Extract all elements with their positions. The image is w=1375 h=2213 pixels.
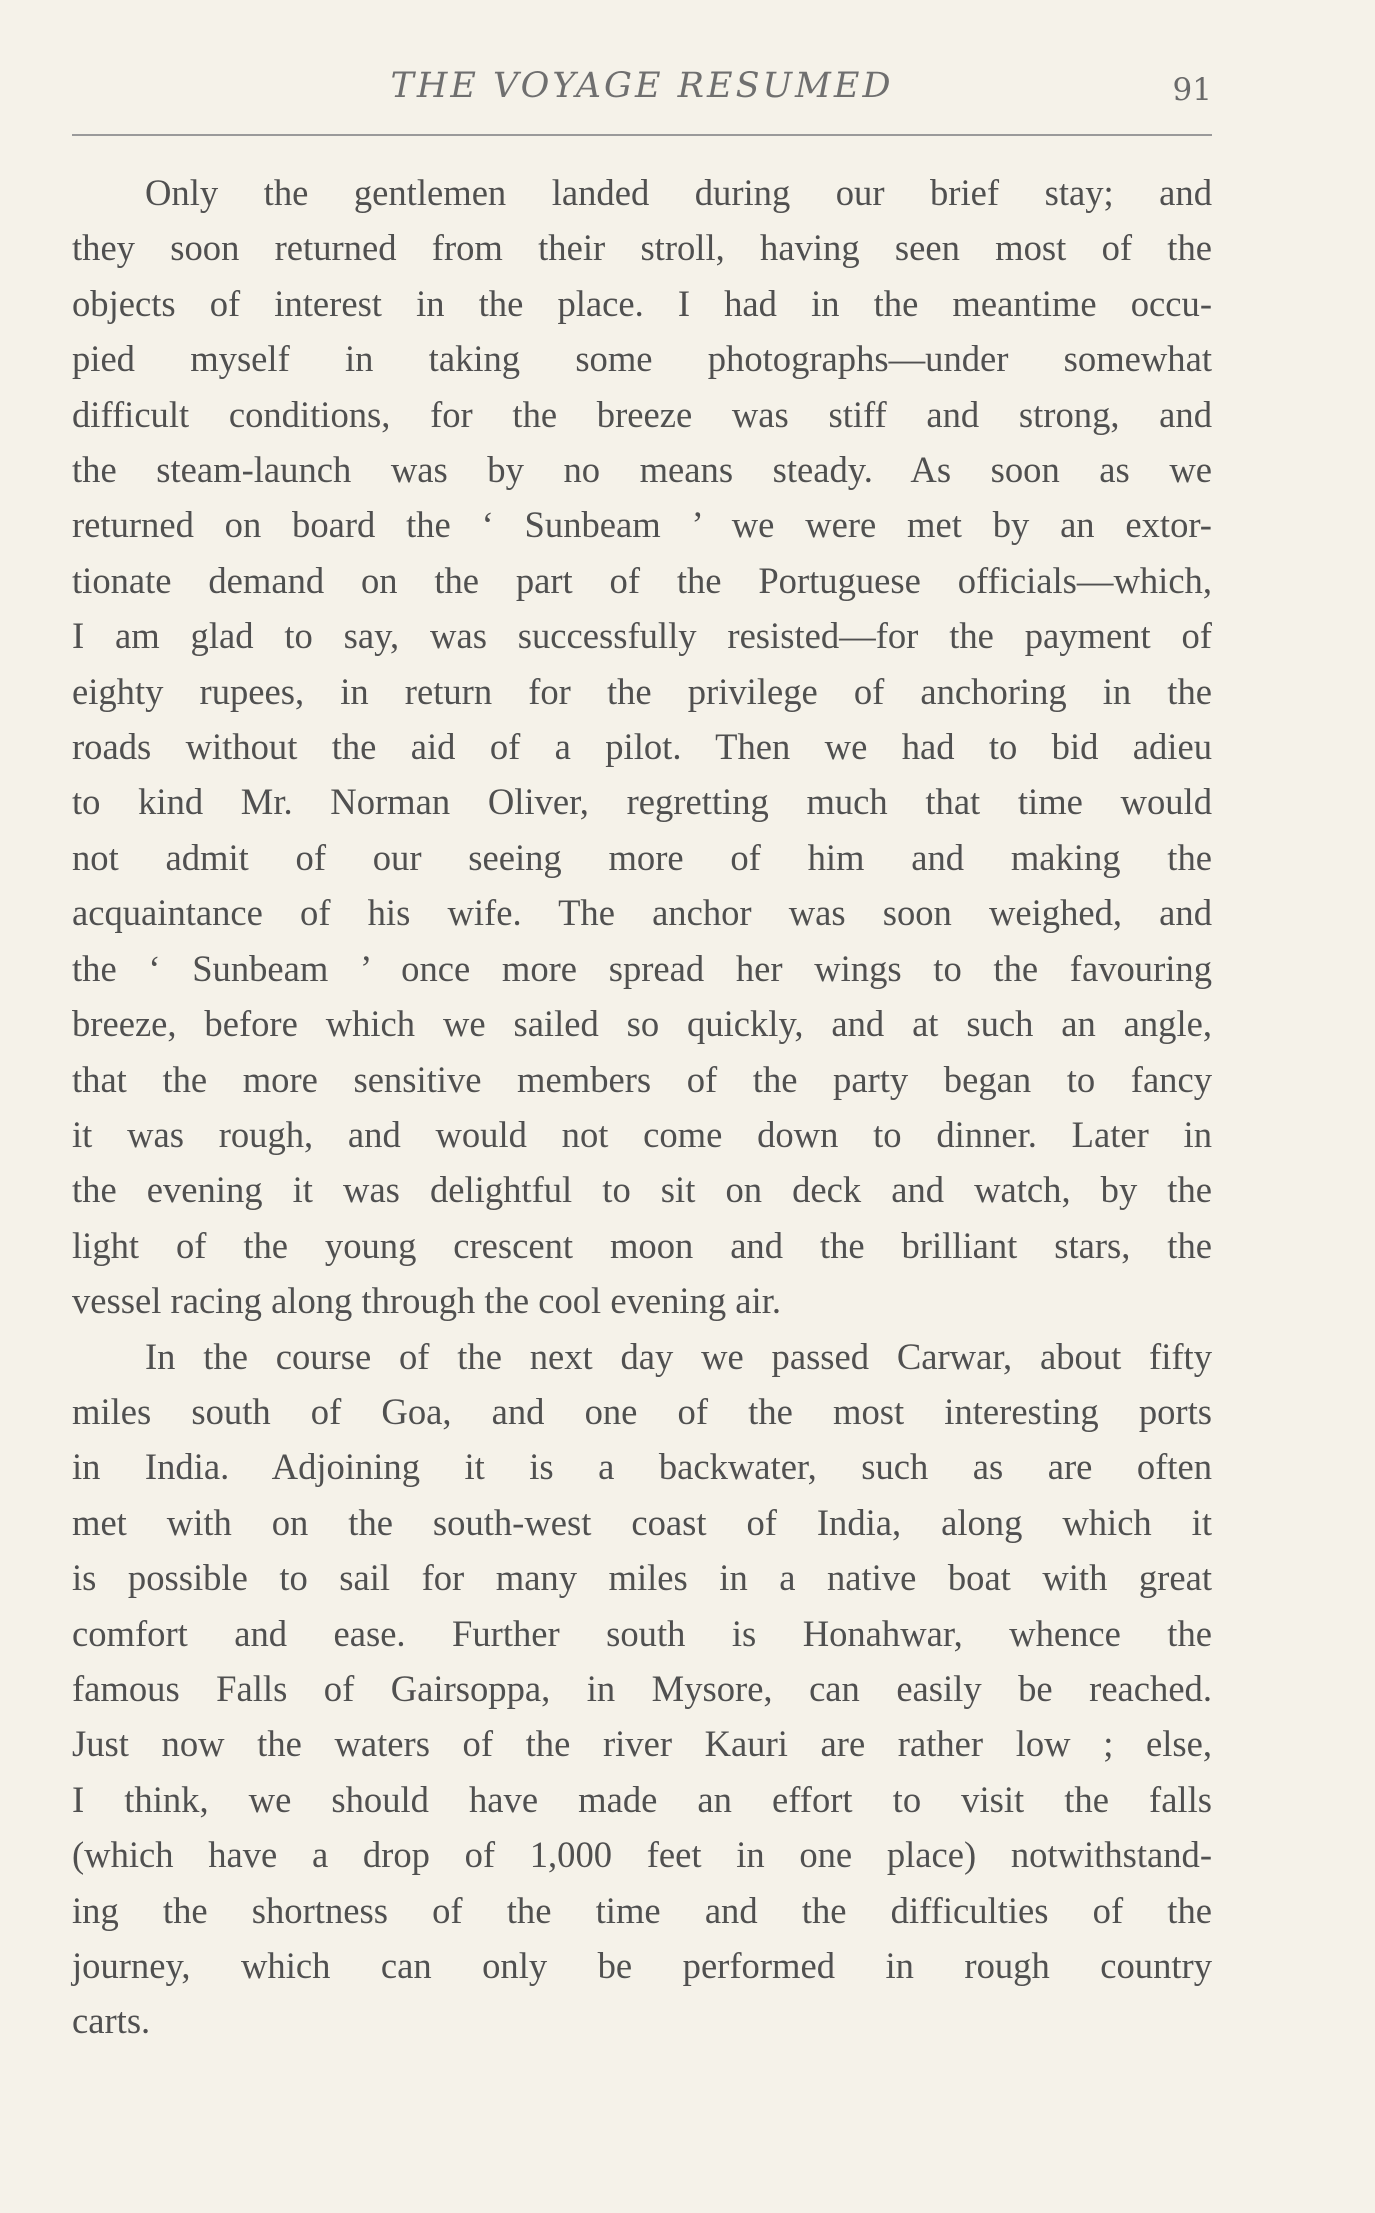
text-line: eighty rupees, in return for the privilege of anchoring in the bbox=[72, 670, 1212, 712]
text-line: returned on board the ‘ Sunbeam ’ we were met by an extor- bbox=[72, 504, 1212, 546]
text-line: I am glad to say, was successfully resisted—for the payment of bbox=[72, 615, 1212, 657]
text-line: comfort and ease. Further south is Honahwar, whence the bbox=[72, 1612, 1212, 1654]
header-rule bbox=[72, 134, 1212, 136]
text-line: objects of interest in the place. I had in the meantime occu- bbox=[72, 282, 1212, 324]
text-line: In the course of the next day we passed Carwar, about fifty bbox=[145, 1335, 1212, 1377]
text-line: Just now the waters of the river Kauri are rather low ; else, bbox=[72, 1723, 1212, 1765]
text-line: not admit of our seeing more of him and making the bbox=[72, 836, 1212, 878]
running-head bbox=[72, 66, 1212, 118]
text-line: tionate demand on the part of the Portuguese officials—which, bbox=[72, 559, 1212, 601]
text-line: light of the young crescent moon and the brilliant stars, the bbox=[72, 1224, 1212, 1266]
text-line: famous Falls of Gairsoppa, in Mysore, can easily be reached. bbox=[72, 1667, 1212, 1709]
text-line: pied myself in taking some photographs—under somewhat bbox=[72, 338, 1212, 380]
paragraph-1 bbox=[72, 165, 1212, 1329]
text-line: carts. bbox=[72, 2000, 151, 2042]
text-line: met with on the south-west coast of India, along which it bbox=[72, 1501, 1212, 1543]
text-line: to kind Mr. Norman Oliver, regretting much that time would bbox=[72, 781, 1212, 823]
text-line: vessel racing along through the cool evening air. bbox=[72, 1280, 782, 1322]
text-line: in India. Adjoining it is a backwater, such as are often bbox=[72, 1446, 1212, 1488]
body-text bbox=[72, 165, 1212, 2049]
text-line: they soon returned from their stroll, having seen most of the bbox=[72, 227, 1212, 269]
text-line: I think, we should have made an effort to visit the falls bbox=[72, 1778, 1212, 1820]
text-line: difficult conditions, for the breeze was stiff and strong, and bbox=[72, 393, 1212, 435]
text-line: breeze, before which we sailed so quickly, and at such an angle, bbox=[72, 1003, 1212, 1045]
text-line: the ‘ Sunbeam ’ once more spread her wings to the favouring bbox=[72, 947, 1212, 989]
page-number: 91 bbox=[1172, 72, 1212, 108]
text-line: acquaintance of his wife. The anchor was soon weighed, and bbox=[72, 892, 1212, 934]
text-line: miles south of Goa, and one of the most interesting ports bbox=[72, 1390, 1212, 1432]
text-line: it was rough, and would not come down to dinner. Later in bbox=[72, 1113, 1212, 1155]
text-line: journey, which can only be performed in rough country bbox=[72, 1945, 1212, 1986]
text-line: is possible to sail for many miles in a native boat with great bbox=[72, 1557, 1212, 1599]
text-line: roads without the aid of a pilot. Then we had to bid adieu bbox=[72, 726, 1212, 768]
text-line: the steam-launch was by no means steady. As soon as we bbox=[72, 449, 1212, 491]
text-line: ing the shortness of the time and the difficulties of the bbox=[72, 1889, 1212, 1931]
paragraph-2 bbox=[72, 1329, 1212, 2049]
text-line: (which have a drop of 1,000 feet in one place) notwithstand- bbox=[72, 1834, 1212, 1876]
text-line: Only the gentlemen landed during our brief stay; and bbox=[145, 172, 1212, 213]
text-line: the evening it was delightful to sit on deck and watch, by the bbox=[72, 1169, 1212, 1211]
running-title: THE VOYAGE RESUMED bbox=[390, 66, 894, 106]
text-line: that the more sensitive members of the party began to fancy bbox=[72, 1058, 1212, 1100]
